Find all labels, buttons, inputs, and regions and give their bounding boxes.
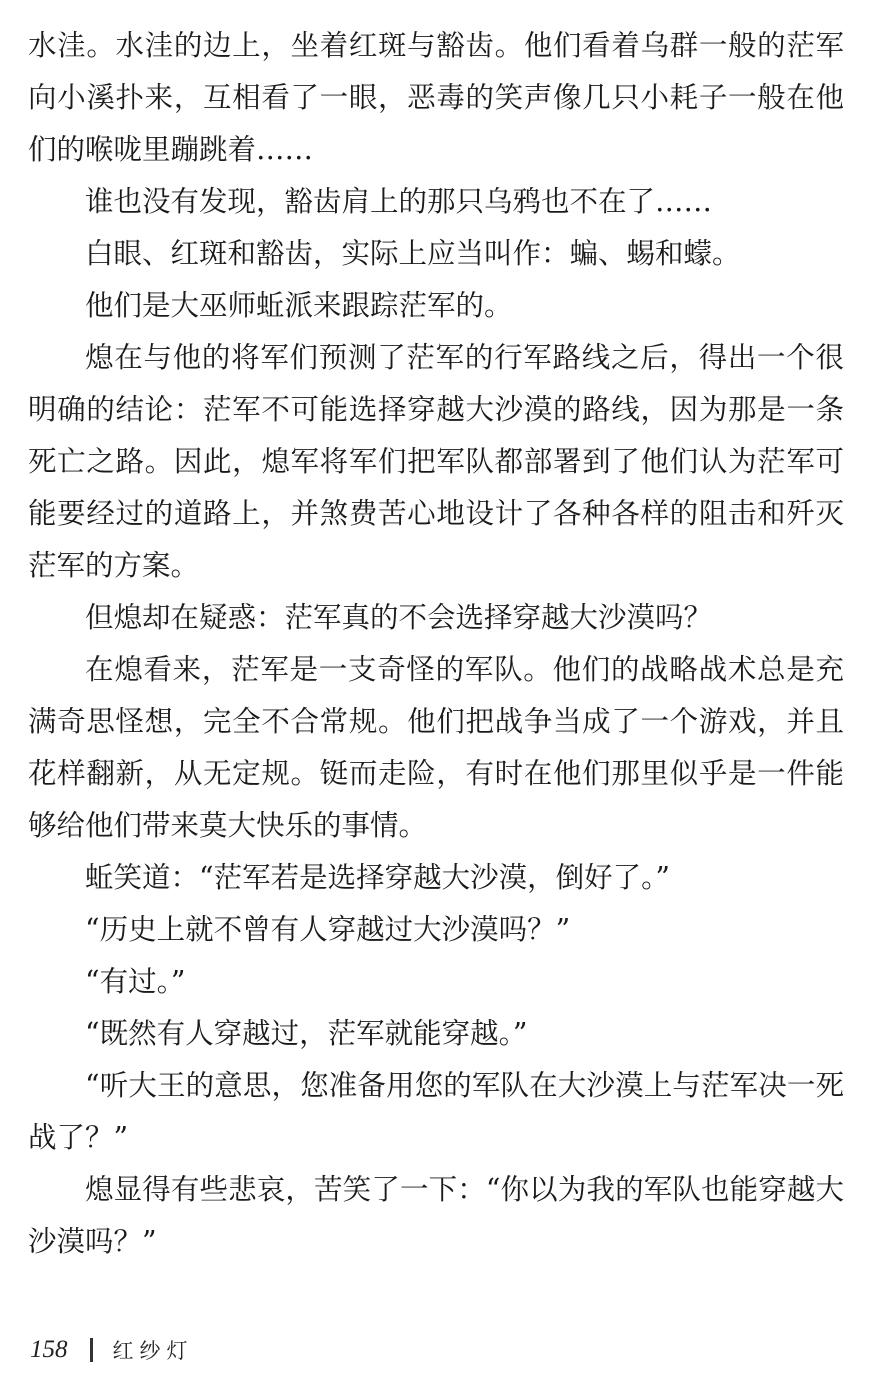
paragraph: “听大王的意思，您准备用您的军队在大沙漠上与茫军决一死战了？” xyxy=(28,1069,844,1154)
paragraph: 在熄看来，茫军是一支奇怪的军队。他们的战略战术总是充满奇思怪想，完全不合常规。他们把战争当成了一个游戏，并且花样翻新，从无定规。铤而走险，有时在他们那里似乎是一件能够给他们带来莫大快乐的事情。 xyxy=(28,653,844,842)
page-footer xyxy=(30,1330,194,1370)
paragraph: 熄显得有些悲哀，苦笑了一下：“你以为我的军队也能穿越大沙漠吗？” xyxy=(28,1173,844,1258)
paragraph: 他们是大巫师蚯派来跟踪茫军的。 xyxy=(85,289,513,322)
paragraph: “历史上就不曾有人穿越过大沙漠吗？” xyxy=(85,913,571,946)
footer-divider xyxy=(90,1338,93,1362)
page-body xyxy=(28,20,844,1268)
page-number: 158 xyxy=(30,1336,68,1363)
book-title: 红纱灯 xyxy=(112,1339,194,1363)
paragraph: “有过。” xyxy=(85,965,186,998)
paragraph: 蚯笑道：“茫军若是选择穿越大沙漠，倒好了。” xyxy=(85,861,670,894)
paragraph: 熄在与他的将军们预测了茫军的行军路线之后，得出一个很明确的结论：茫军不可能选择穿越大沙漠的路线，因为那是一条死亡之路。因此，熄军将军们把军队都部署到了他们认为茫军可能要经过的道路上，并煞费苦心地设计了各种各样的阻击和歼灭茫军的方案。 xyxy=(28,341,844,582)
paragraph: “既然有人穿越过，茫军就能穿越。” xyxy=(85,1017,528,1050)
paragraph: 但熄却在疑惑：茫军真的不会选择穿越大沙漠吗？ xyxy=(85,601,713,634)
paragraph: 谁也没有发现，豁齿肩上的那只乌鸦也不在了…… xyxy=(85,185,713,218)
paragraph: 白眼、红斑和豁齿，实际上应当叫作：蝙、蜴和蠓。 xyxy=(85,237,741,270)
paragraph: 水洼。水洼的边上，坐着红斑与豁齿。他们看着乌群一般的茫军向小溪扑来，互相看了一眼，恶毒的笑声像几只小耗子一般在他们的喉咙里蹦跳着…… xyxy=(28,29,844,166)
